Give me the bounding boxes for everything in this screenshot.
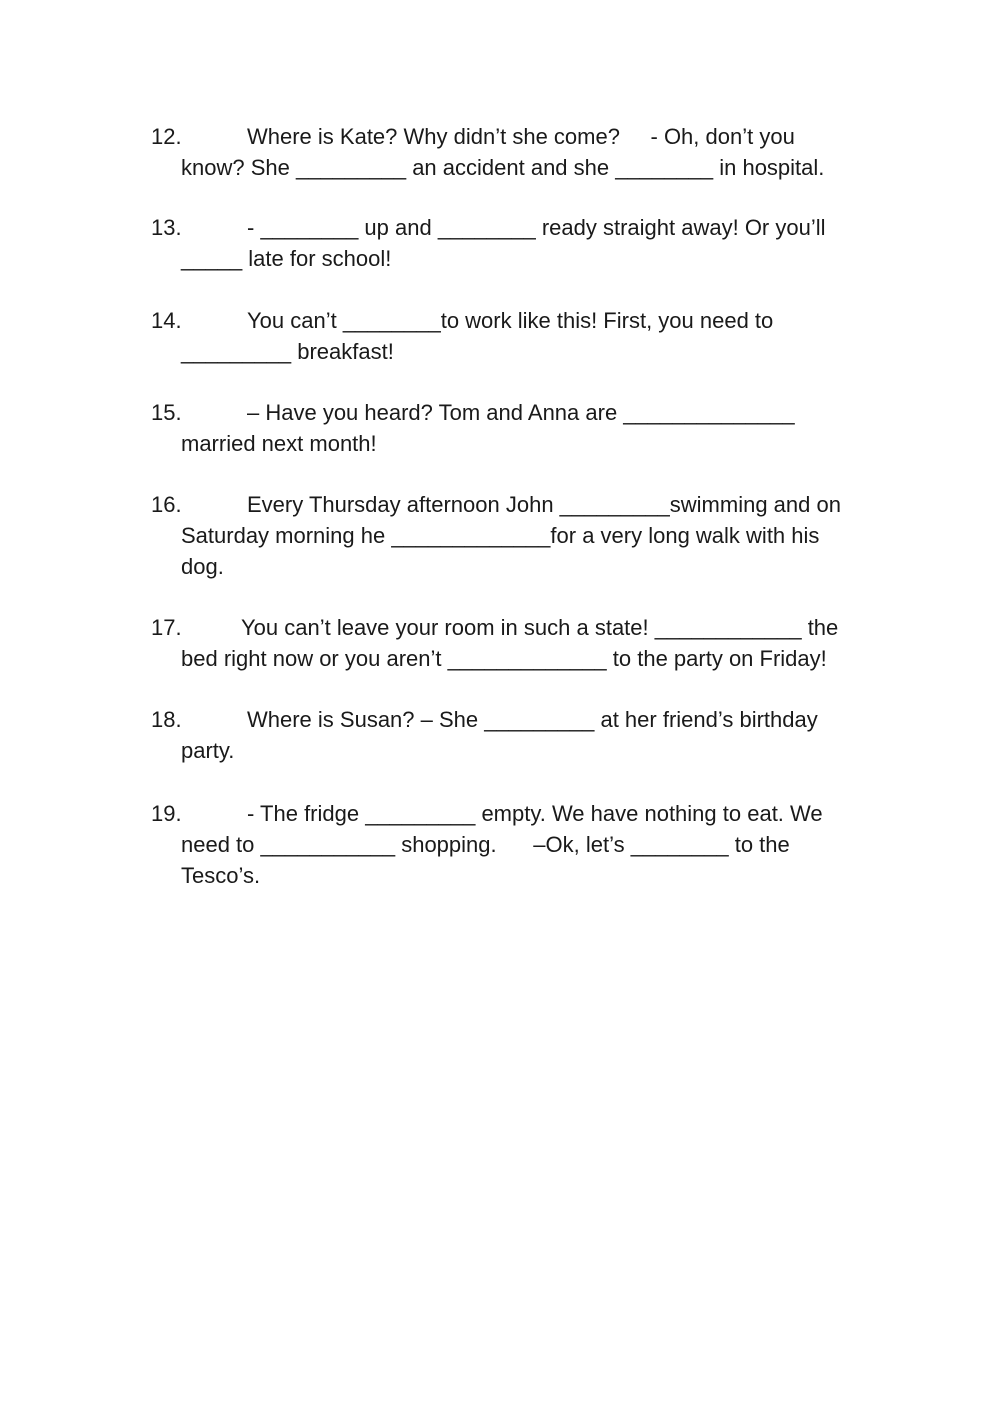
question-first-line bbox=[151, 798, 891, 829]
question-16 bbox=[151, 489, 891, 582]
question-number: 18. bbox=[151, 707, 182, 732]
question-first-line bbox=[151, 704, 891, 735]
question-14 bbox=[151, 305, 891, 367]
question-continuation-line: Saturday morning he _____________for a very long walk with his bbox=[181, 523, 820, 548]
question-continuation-line: _____ late for school! bbox=[181, 246, 392, 271]
question-text: Where is Kate? Why didn’t she come? - Oh, don’t you bbox=[247, 124, 795, 149]
question-text: – Have you heard? Tom and Anna are ______________ bbox=[247, 400, 795, 425]
question-number: 13. bbox=[151, 215, 182, 240]
question-15 bbox=[151, 397, 891, 459]
question-continuation-line: Tesco’s. bbox=[181, 863, 261, 888]
question-continuation-line: party. bbox=[181, 738, 235, 763]
question-19 bbox=[151, 798, 891, 891]
question-continuation-line: _________ breakfast! bbox=[181, 339, 394, 364]
question-first-line bbox=[151, 212, 891, 243]
question-number: 12. bbox=[151, 124, 182, 149]
question-continuation-line: dog. bbox=[181, 554, 224, 579]
question-first-line bbox=[151, 489, 891, 520]
question-first-line bbox=[151, 397, 891, 428]
question-18 bbox=[151, 704, 891, 766]
question-continuation-line: bed right now or you aren’t _____________ to the party on Friday! bbox=[181, 646, 827, 671]
question-first-line bbox=[151, 305, 891, 336]
question-number: 14. bbox=[151, 308, 182, 333]
question-number: 16. bbox=[151, 492, 182, 517]
question-text: You can’t leave your room in such a state! ____________ the bbox=[241, 615, 839, 640]
question-first-line bbox=[151, 121, 891, 152]
question-13 bbox=[151, 212, 891, 274]
question-continuation-line: married next month! bbox=[181, 431, 377, 456]
question-12 bbox=[151, 121, 891, 183]
question-continuation-line: need to ___________ shopping. –Ok, let’s ________ to the bbox=[181, 832, 790, 857]
question-number: 19. bbox=[151, 801, 182, 826]
question-text: - ________ up and ________ ready straight away! Or you’ll bbox=[247, 215, 826, 240]
question-number: 15. bbox=[151, 400, 182, 425]
question-17 bbox=[151, 612, 891, 674]
question-text: Every Thursday afternoon John _________swimming and on bbox=[247, 492, 841, 517]
question-text: You can’t ________to work like this! First, you need to bbox=[247, 308, 774, 333]
question-text: - The fridge _________ empty. We have nothing to eat. We bbox=[247, 801, 823, 826]
question-text: Where is Susan? – She _________ at her friend’s birthday bbox=[247, 707, 818, 732]
question-number: 17. bbox=[151, 615, 182, 640]
question-first-line bbox=[151, 612, 891, 643]
question-continuation-line: know? She _________ an accident and she ________ in hospital. bbox=[181, 155, 825, 180]
